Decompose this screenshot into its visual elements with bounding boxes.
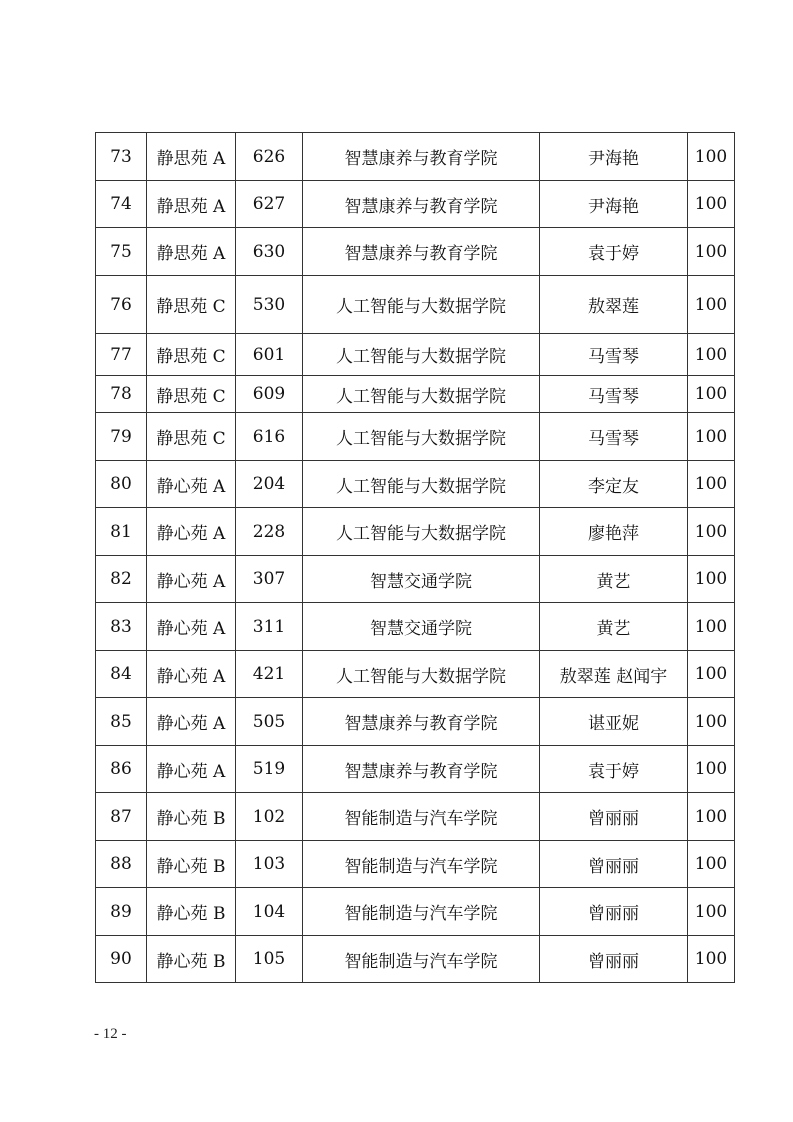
- building-cell: 静心苑 A: [147, 556, 236, 603]
- room-cell: 530: [236, 276, 303, 334]
- building-cell: 静思苑 A: [147, 181, 236, 228]
- table-row: [96, 936, 735, 983]
- room-cell: 307: [236, 556, 303, 603]
- score-cell: 100: [688, 228, 735, 276]
- table-row: [96, 793, 735, 841]
- row-number-cell: 77: [96, 334, 147, 376]
- row-number-cell: 87: [96, 793, 147, 841]
- row-number-cell: 83: [96, 603, 147, 651]
- counselor-cell: 敖翠莲: [540, 276, 688, 334]
- row-number-cell: 76: [96, 276, 147, 334]
- row-number-cell: 84: [96, 651, 147, 698]
- counselor-cell: 马雪琴: [540, 376, 688, 413]
- counselor-cell: 敖翠莲 赵闻宇: [540, 651, 688, 698]
- college-cell: 人工智能与大数据学院: [303, 376, 540, 413]
- college-cell: 智能制造与汽车学院: [303, 793, 540, 841]
- counselor-cell: 曾丽丽: [540, 888, 688, 936]
- counselor-cell: 黄艺: [540, 556, 688, 603]
- row-number-cell: 74: [96, 181, 147, 228]
- room-cell: 616: [236, 413, 303, 461]
- building-cell: 静心苑 A: [147, 603, 236, 651]
- building-cell: 静思苑 C: [147, 276, 236, 334]
- score-cell: 100: [688, 276, 735, 334]
- table-row: [96, 841, 735, 888]
- page-number: - 12 -: [94, 1026, 127, 1042]
- score-cell: 100: [688, 556, 735, 603]
- building-cell: 静思苑 C: [147, 334, 236, 376]
- row-number-cell: 78: [96, 376, 147, 413]
- table-row: [96, 133, 735, 181]
- counselor-cell: 袁于婷: [540, 746, 688, 793]
- counselor-cell: 马雪琴: [540, 334, 688, 376]
- building-cell: 静心苑 A: [147, 508, 236, 556]
- room-cell: 519: [236, 746, 303, 793]
- college-cell: 智慧康养与教育学院: [303, 228, 540, 276]
- counselor-cell: 马雪琴: [540, 413, 688, 461]
- score-cell: 100: [688, 508, 735, 556]
- score-cell: 100: [688, 841, 735, 888]
- row-number-cell: 88: [96, 841, 147, 888]
- score-cell: 100: [688, 461, 735, 508]
- score-cell: 100: [688, 698, 735, 746]
- building-cell: 静思苑 C: [147, 376, 236, 413]
- college-cell: 人工智能与大数据学院: [303, 651, 540, 698]
- building-cell: 静思苑 C: [147, 413, 236, 461]
- room-cell: 626: [236, 133, 303, 181]
- score-cell: 100: [688, 603, 735, 651]
- counselor-cell: 谌亚妮: [540, 698, 688, 746]
- college-cell: 智慧交通学院: [303, 556, 540, 603]
- score-cell: 100: [688, 334, 735, 376]
- row-number-cell: 80: [96, 461, 147, 508]
- dorm-score-table: [95, 132, 735, 983]
- table-row: [96, 276, 735, 334]
- row-number-cell: 81: [96, 508, 147, 556]
- counselor-cell: 曾丽丽: [540, 841, 688, 888]
- building-cell: 静思苑 A: [147, 133, 236, 181]
- row-number-cell: 73: [96, 133, 147, 181]
- row-number-cell: 82: [96, 556, 147, 603]
- score-cell: 100: [688, 936, 735, 983]
- room-cell: 105: [236, 936, 303, 983]
- college-cell: 智慧康养与教育学院: [303, 746, 540, 793]
- building-cell: 静心苑 A: [147, 746, 236, 793]
- college-cell: 人工智能与大数据学院: [303, 276, 540, 334]
- building-cell: 静心苑 B: [147, 936, 236, 983]
- table-row: [96, 413, 735, 461]
- room-cell: 627: [236, 181, 303, 228]
- counselor-cell: 曾丽丽: [540, 793, 688, 841]
- counselor-cell: 李定友: [540, 461, 688, 508]
- table-row: [96, 181, 735, 228]
- room-cell: 601: [236, 334, 303, 376]
- score-cell: 100: [688, 413, 735, 461]
- room-cell: 102: [236, 793, 303, 841]
- room-cell: 103: [236, 841, 303, 888]
- college-cell: 智能制造与汽车学院: [303, 936, 540, 983]
- counselor-cell: 尹海艳: [540, 181, 688, 228]
- score-cell: 100: [688, 376, 735, 413]
- building-cell: 静思苑 A: [147, 228, 236, 276]
- room-cell: 421: [236, 651, 303, 698]
- counselor-cell: 廖艳萍: [540, 508, 688, 556]
- room-cell: 505: [236, 698, 303, 746]
- score-cell: 100: [688, 746, 735, 793]
- table-row: [96, 651, 735, 698]
- table-row: [96, 746, 735, 793]
- building-cell: 静心苑 B: [147, 888, 236, 936]
- row-number-cell: 75: [96, 228, 147, 276]
- table-row: [96, 228, 735, 276]
- building-cell: 静心苑 A: [147, 461, 236, 508]
- college-cell: 智能制造与汽车学院: [303, 841, 540, 888]
- counselor-cell: 黄艺: [540, 603, 688, 651]
- row-number-cell: 89: [96, 888, 147, 936]
- row-number-cell: 85: [96, 698, 147, 746]
- building-cell: 静心苑 B: [147, 841, 236, 888]
- building-cell: 静心苑 A: [147, 698, 236, 746]
- table-row: [96, 376, 735, 413]
- college-cell: 智慧康养与教育学院: [303, 181, 540, 228]
- college-cell: 智慧康养与教育学院: [303, 698, 540, 746]
- table-row: [96, 888, 735, 936]
- building-cell: 静心苑 A: [147, 651, 236, 698]
- college-cell: 人工智能与大数据学院: [303, 413, 540, 461]
- college-cell: 智慧交通学院: [303, 603, 540, 651]
- room-cell: 630: [236, 228, 303, 276]
- row-number-cell: 79: [96, 413, 147, 461]
- row-number-cell: 86: [96, 746, 147, 793]
- score-cell: 100: [688, 888, 735, 936]
- row-number-cell: 90: [96, 936, 147, 983]
- counselor-cell: 曾丽丽: [540, 936, 688, 983]
- table-row: [96, 603, 735, 651]
- table-row: [96, 334, 735, 376]
- score-cell: 100: [688, 793, 735, 841]
- table-row: [96, 556, 735, 603]
- score-cell: 100: [688, 651, 735, 698]
- counselor-cell: 袁于婷: [540, 228, 688, 276]
- college-cell: 人工智能与大数据学院: [303, 461, 540, 508]
- room-cell: 609: [236, 376, 303, 413]
- college-cell: 人工智能与大数据学院: [303, 334, 540, 376]
- college-cell: 智慧康养与教育学院: [303, 133, 540, 181]
- room-cell: 204: [236, 461, 303, 508]
- college-cell: 人工智能与大数据学院: [303, 508, 540, 556]
- counselor-cell: 尹海艳: [540, 133, 688, 181]
- room-cell: 104: [236, 888, 303, 936]
- room-cell: 311: [236, 603, 303, 651]
- table-row: [96, 698, 735, 746]
- score-cell: 100: [688, 181, 735, 228]
- room-cell: 228: [236, 508, 303, 556]
- table-row: [96, 508, 735, 556]
- table-body: [96, 133, 735, 983]
- building-cell: 静心苑 B: [147, 793, 236, 841]
- college-cell: 智能制造与汽车学院: [303, 888, 540, 936]
- table-row: [96, 461, 735, 508]
- score-cell: 100: [688, 133, 735, 181]
